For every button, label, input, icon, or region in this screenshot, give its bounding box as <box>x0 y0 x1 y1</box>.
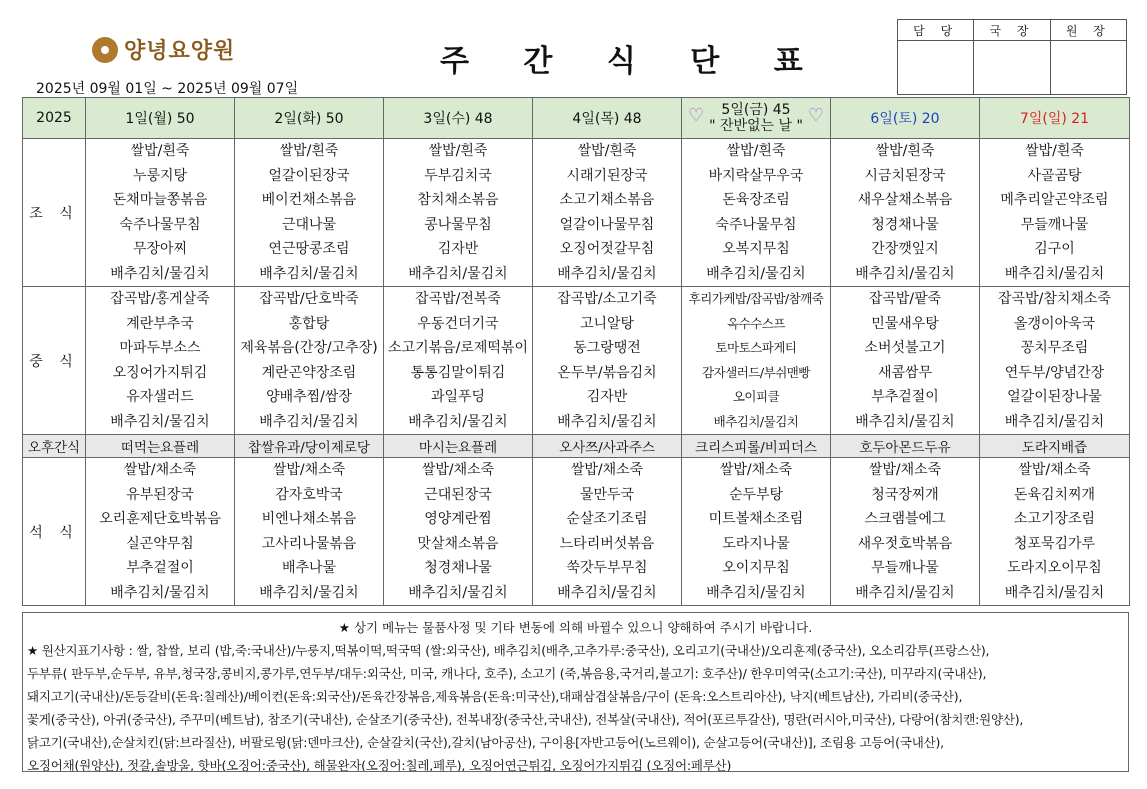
menu-item: 과일푸딩 <box>430 389 486 405</box>
menu-item: 순살조기조림 <box>566 511 648 527</box>
menu-cell <box>682 139 831 287</box>
menu-item: 배추김치/물김치 <box>408 413 508 430</box>
day-header-fri <box>682 98 831 139</box>
menu-cell <box>533 139 682 287</box>
menu-item: 얼갈이나물무침 <box>559 216 655 233</box>
menu-item: 꽁치무조림 <box>1020 340 1089 356</box>
menu-item: 배추김치/물김치 <box>408 584 508 601</box>
heart-ribbon-icon: ♡ <box>688 105 705 126</box>
menu-item: 새우살채소볶음 <box>857 192 953 208</box>
menu-item: 동그랑땡전 <box>573 340 641 356</box>
approval-director-label: 국 장 <box>974 20 1050 41</box>
menu-cell <box>533 458 682 606</box>
menu-cell <box>980 458 1130 606</box>
snack-cell: 도라지배즙 <box>980 435 1130 458</box>
menu-item: 마파두부소스 <box>119 340 201 356</box>
menu-item: 홍합탕 <box>288 315 330 332</box>
approval-director-sign[interactable] <box>974 41 1050 95</box>
menu-item: 감자샐러드/부쉬맨빵 <box>702 364 810 380</box>
menu-item: 연근땅콩조림 <box>268 241 350 257</box>
lunch-label: 중 식 <box>23 287 86 435</box>
day-header-tue: 2일(화) 50 <box>235 98 384 139</box>
menu-cell <box>235 458 384 606</box>
menu-cell <box>980 287 1130 435</box>
dinner-label: 석 식 <box>23 458 86 606</box>
menu-item: 무장아찌 <box>132 241 188 257</box>
day-header-mon: 1일(월) 50 <box>86 98 235 139</box>
menu-item: 잡곡밥/소고기죽 <box>557 291 657 307</box>
menu-item: 배추김치/물김치 <box>706 265 806 282</box>
menu-item: 사골곰탕 <box>1027 167 1082 184</box>
menu-item: 쌀밥/흰죽 <box>279 143 339 159</box>
menu-item: 고사리나물볶음 <box>261 535 357 552</box>
menu-item: 청경채나물 <box>871 216 939 233</box>
menu-item: 청경채나물 <box>424 560 492 576</box>
menu-item: 쌀밥/채소죽 <box>719 462 793 478</box>
menu-item: 잡곡밥/전복죽 <box>415 291 501 307</box>
menu-item: 김자반 <box>437 241 479 257</box>
menu-item: 두부김치국 <box>424 167 492 184</box>
menu-item: 숙주나물무침 <box>715 216 797 233</box>
menu-item: 누룽지탕 <box>132 167 188 184</box>
menu-item: 쌀밥/채소죽 <box>570 462 644 478</box>
menu-item: 배추김치/물김치 <box>855 413 955 430</box>
menu-item: 배추김치/물김치 <box>110 584 210 601</box>
notes-box <box>22 612 1129 772</box>
origin-note-line: 오징어채(원양산), 젓갈,솔방울, 핫바(오징어:중국산), 해물완자(오징어:칠레,페루), 오징어연근튀김, 오징어가지튀김 (오징어:페루산) <box>27 758 732 772</box>
menu-cell <box>831 287 980 435</box>
menu-item: 쌀밥/흰죽 <box>875 143 935 159</box>
menu-item: 토마토스파게티 <box>715 340 797 355</box>
menu-item: 배추김치/물김치 <box>259 265 359 282</box>
menu-item: 올갱이아욱국 <box>1013 315 1096 332</box>
menu-item: 청포묵김가루 <box>1013 535 1096 552</box>
approval-staff-label: 담 당 <box>898 20 974 41</box>
menu-item: 쌀밥/흰죽 <box>577 143 637 159</box>
snack-cell: 크리스피롤/비피더스 <box>682 435 831 458</box>
table-header-row <box>23 98 1130 139</box>
menu-cell <box>831 139 980 287</box>
menu-item: 오징어가지튀김 <box>112 364 208 381</box>
menu-cell <box>682 458 831 606</box>
menu-item: 배추김치/물김치 <box>408 265 508 282</box>
snack-cell: 마시는요플레 <box>384 435 533 458</box>
origin-note-line: ★ 원산지표기사항 : 쌀, 찹쌀, 보리 (밥,죽:국내산)/누룽지,떡볶이떡,떡국떡 (쌀:외국산), 배추김치(배추,고추가루:중국산), 오리고기(국내산)/오리훈제(중국산), 오소리감투(프랑스산), <box>27 643 990 658</box>
menu-item: 부추겉절이 <box>871 389 939 405</box>
approval-staff-sign[interactable] <box>898 41 974 95</box>
menu-cell <box>384 287 533 435</box>
menu-item: 쌀밥/흰죽 <box>1025 143 1084 159</box>
menu-cell <box>980 139 1130 287</box>
menu-item: 오리훈제단호박볶음 <box>99 511 221 527</box>
menu-item: 콩나물무침 <box>424 216 492 233</box>
menu-item: 쌀밥/흰죽 <box>726 143 786 159</box>
menu-cell <box>86 139 235 287</box>
menu-item: 무들깨나물 <box>871 560 939 576</box>
no-leftover-day-label: " 잔반없는 날 " <box>709 118 803 134</box>
menu-item: 감자호박국 <box>275 486 343 503</box>
menu-item: 얼갈이된장나물 <box>1007 389 1102 405</box>
breakfast-row <box>23 139 1130 287</box>
menu-item: 옥수수스프 <box>727 315 785 331</box>
menu-item: 시금치된장국 <box>864 167 946 184</box>
menu-item: 계란곤약장조림 <box>261 364 357 381</box>
snack-label: 오후간식 <box>23 435 86 458</box>
menu-item: 무들깨나물 <box>1020 216 1089 233</box>
menu-item: 배추김치/물김치 <box>1004 265 1105 282</box>
approval-head-label: 원 장 <box>1050 20 1126 41</box>
menu-item: 도라지나물 <box>722 535 790 552</box>
menu-item: 후리가케밥/잡곡밥/참깨죽 <box>688 291 824 306</box>
menu-item: 소버섯불고기 <box>864 340 946 356</box>
menu-item: 참치채소볶음 <box>417 192 499 208</box>
menu-item: 김자반 <box>586 389 628 405</box>
approval-box <box>897 19 1127 95</box>
menu-item: 돈육장조림 <box>722 192 790 208</box>
menu-item: 배추김치/물김치 <box>557 413 657 430</box>
logo-text: 양녕요양원 <box>124 39 236 64</box>
menu-item: 잡곡밥/홍게살죽 <box>110 291 210 307</box>
menu-item: 미트볼채소조림 <box>708 511 804 527</box>
menu-item: 배추김치/물김치 <box>259 413 359 430</box>
snack-cell: 찹쌀유과/당이제로당 <box>235 435 384 458</box>
menu-item: 배추김치/물김치 <box>706 584 806 601</box>
day-header-sat: 6일(토) 20 <box>831 98 980 139</box>
change-notice: ★ 상기 메뉴는 물품사정 및 기타 변동에 의해 바뀔수 있으니 양해하여 주시기 바랍니다. <box>338 620 813 635</box>
menu-item: 청국장찌개 <box>871 486 939 503</box>
menu-item: 돈채마늘쫑볶음 <box>112 192 208 208</box>
menu-item: 얼갈이된장국 <box>268 167 350 184</box>
menu-item: 새콤쌈무 <box>877 364 933 381</box>
menu-item: 민물새우탕 <box>871 315 939 332</box>
menu-item: 배추김치/물김치 <box>1004 413 1105 430</box>
origin-note-line: 닭고기(국내산),순살치킨(닭:브라질산), 버팔로윙(닭:덴마크산), 순살갈치(국산),갈치(남아공산), 구이용[자반고등어(노르웨이), 순살고등어(국내산)], 조림용 고등어(국내산), <box>27 735 944 750</box>
menu-item: 돈육김치찌개 <box>1013 486 1096 503</box>
menu-item: 양배추찜/쌈장 <box>266 389 352 405</box>
menu-item: 소고기장조림 <box>1013 511 1096 527</box>
snack-cell: 오사쯔/사과주스 <box>533 435 682 458</box>
menu-item: 물만두국 <box>579 486 635 503</box>
menu-item: 오이피클 <box>732 389 780 404</box>
facility-logo <box>92 34 235 65</box>
menu-item: 베이컨채소볶음 <box>261 192 357 208</box>
menu-item: 연두부/양념간장 <box>1004 364 1105 381</box>
weekly-menu-table <box>22 97 1130 606</box>
menu-item: 느타리버섯볶음 <box>559 535 655 552</box>
origin-note-line: 돼지고기(국내산)/돈등갈비(돈육:칠레산)/베이컨(돈육:외국산)/돈육간장볶음,제육볶음(돈육:미국산),대패삼겹살볶음/구이 (돈육:오스트리아산), 낙지(베트남산), 가리비(중국산), <box>27 689 963 704</box>
menu-item: 배추김치/물김치 <box>110 265 210 282</box>
menu-item: 유부된장국 <box>126 486 194 503</box>
menu-cell <box>384 139 533 287</box>
menu-item: 쌀밥/채소죽 <box>1018 462 1091 478</box>
menu-cell <box>384 458 533 606</box>
menu-cell <box>235 139 384 287</box>
menu-item: 순두부탕 <box>728 486 784 503</box>
menu-item: 쌀밥/채소죽 <box>123 462 197 478</box>
approval-head-sign[interactable] <box>1050 41 1126 95</box>
menu-item: 근대나물 <box>281 216 337 233</box>
menu-item: 메추리알곤약조림 <box>1000 192 1109 208</box>
menu-item: 잡곡밥/단호박죽 <box>259 291 359 307</box>
menu-period: 2025년 09월 01일 ~ 2025년 09월 07일 <box>36 81 299 97</box>
dinner-row <box>23 458 1130 606</box>
menu-item: 배추나물 <box>281 560 337 576</box>
menu-item: 쌀밥/채소죽 <box>272 462 346 478</box>
menu-item: 쑥갓두부무침 <box>566 560 648 576</box>
menu-cell <box>86 287 235 435</box>
menu-item: 배추김치/물김치 <box>855 265 955 282</box>
menu-item: 유자샐러드 <box>126 389 194 405</box>
menu-item: 우동건더기국 <box>417 315 499 332</box>
menu-item: 잡곡밥/참치채소죽 <box>998 291 1111 307</box>
menu-item: 제육볶음(간장/고추장) <box>240 340 378 356</box>
menu-item: 맛살채소볶음 <box>417 535 499 552</box>
menu-item: 실곤약무침 <box>126 535 194 552</box>
menu-item: 배추김치/물김치 <box>557 265 657 282</box>
menu-cell <box>533 287 682 435</box>
menu-item: 계란부추국 <box>126 315 194 332</box>
logo-emblem-icon <box>92 37 118 63</box>
menu-item: 영양계란찜 <box>424 511 492 527</box>
menu-cell <box>86 458 235 606</box>
menu-item: 온두부/볶음김치 <box>557 364 657 381</box>
menu-item: 배추김치/물김치 <box>855 584 955 601</box>
day-header-sun: 7일(일) 21 <box>980 98 1130 139</box>
day-header-thu: 4일(목) 48 <box>533 98 682 139</box>
menu-item: 오이지무침 <box>722 560 790 576</box>
snack-cell: 호두아몬드두유 <box>831 435 980 458</box>
menu-item: 오복지무침 <box>722 241 790 257</box>
menu-item: 부추겉절이 <box>126 560 194 576</box>
menu-item: 소고기채소볶음 <box>559 192 655 208</box>
breakfast-label: 조 식 <box>23 139 86 287</box>
menu-item: 배추김치/물김치 <box>1004 584 1105 601</box>
menu-item: 잡곡밥/팥죽 <box>868 291 942 307</box>
menu-item: 쌀밥/흰죽 <box>428 143 488 159</box>
day-header-fri-label: 5일(금) 45 <box>721 102 791 118</box>
day-header-wed: 3일(수) 48 <box>384 98 533 139</box>
menu-item: 쌀밥/채소죽 <box>868 462 942 478</box>
menu-item: 배추김치/물김치 <box>259 584 359 601</box>
menu-item: 새우젓호박볶음 <box>857 535 953 552</box>
menu-item: 고니알탕 <box>579 315 635 332</box>
menu-item: 쌀밥/흰죽 <box>130 143 190 159</box>
menu-item: 오징어젓갈무침 <box>559 241 655 257</box>
menu-item: 근대된장국 <box>424 486 492 503</box>
page-title: 주 간 식 단 표 <box>440 44 825 79</box>
lunch-row <box>23 287 1130 435</box>
origin-note-line: 꽃게(중국산), 아귀(중국산), 주꾸미(베트남), 참조기(국내산), 순살조기(중국산), 전복내장(중국산,국내산), 전복살(국내산), 적어(포르투갈산), 명란(러시아,미국산), 다랑어(참치캔:원양산), <box>27 712 1024 727</box>
menu-item: 쌀밥/채소죽 <box>421 462 495 478</box>
snack-row <box>23 435 1130 458</box>
menu-item: 배추김치/물김치 <box>557 584 657 601</box>
menu-item: 간장깻잎지 <box>871 241 939 257</box>
menu-cell <box>235 287 384 435</box>
snack-cell: 떠먹는요플레 <box>86 435 235 458</box>
menu-item: 시래기된장국 <box>566 167 648 184</box>
menu-item: 바지락살무우국 <box>708 167 804 184</box>
menu-cell <box>682 287 831 435</box>
menu-item: 도라지오이무침 <box>1007 560 1102 576</box>
origin-note-line: 두부류( 판두부,순두부, 유부,청국장,콩비지,콩가루,연두부/대두:외국산, 미국, 캐나다, 호주), 소고기 (죽,볶음용,국거리,불고기: 호주산)/ 한우미역국(소고기:국산), 미꾸라지(국내산), <box>27 666 987 681</box>
menu-item: 스크램블에그 <box>864 511 946 527</box>
menu-item: 김구이 <box>1034 241 1075 257</box>
menu-item: 소고기볶음/로제떡볶이 <box>388 340 528 356</box>
menu-item: 배추김치/물김치 <box>713 413 799 429</box>
heart-ribbon-icon: ♡ <box>807 105 824 126</box>
menu-item: 배추김치/물김치 <box>110 413 210 430</box>
menu-item: 비엔나채소볶음 <box>261 511 357 527</box>
menu-cell <box>831 458 980 606</box>
year-header: 2025 <box>23 98 86 139</box>
menu-item: 숙주나물무침 <box>119 216 201 233</box>
menu-item: 통통김말이튀김 <box>410 364 506 381</box>
